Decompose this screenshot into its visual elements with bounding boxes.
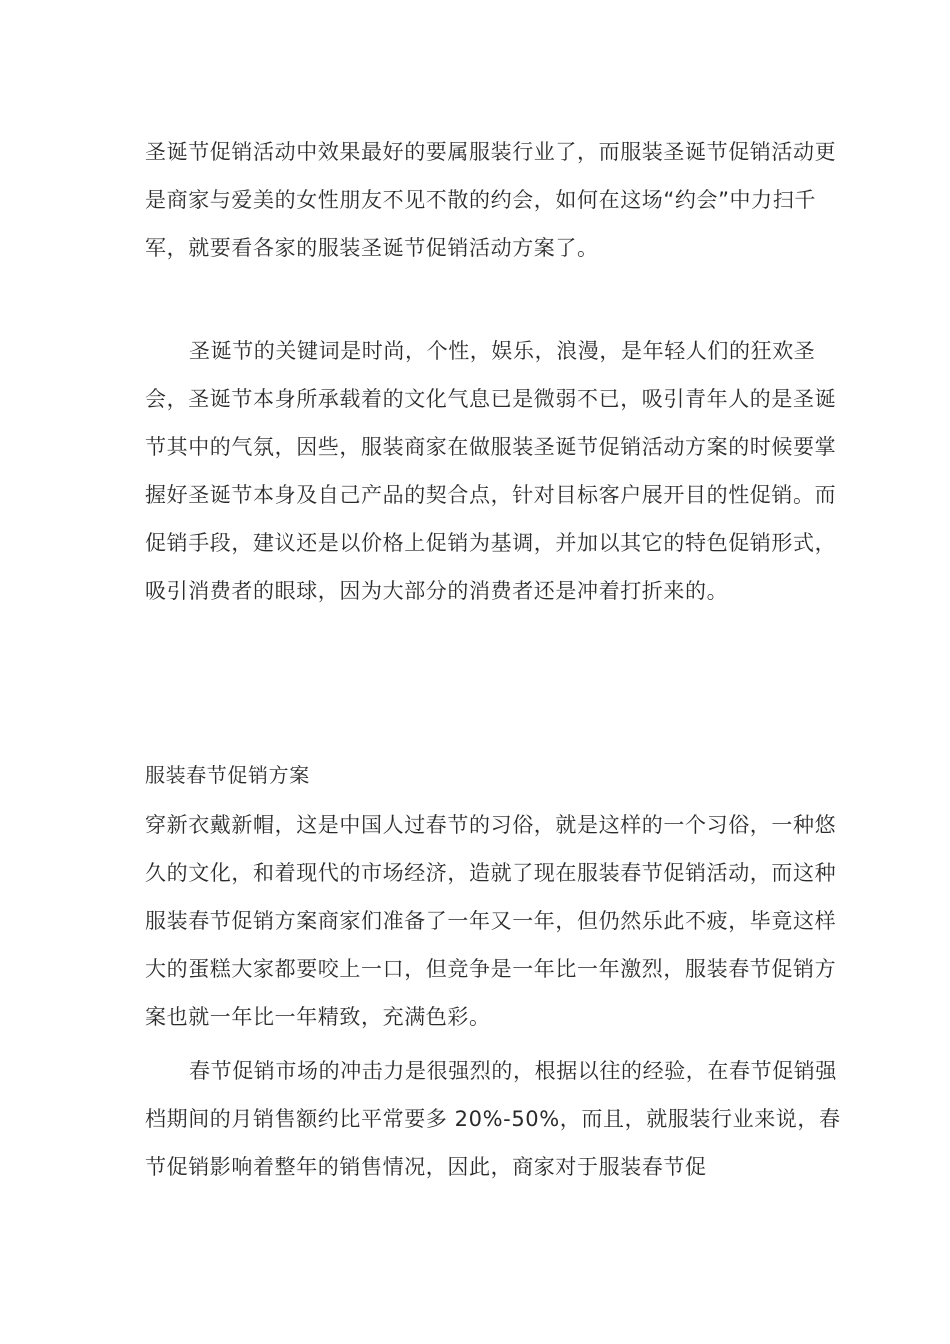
spring-festival-paragraph-2: 春节促销市场的冲击力是很强烈的，根据以往的经验，在春节促销强档期间的月销售额约比平常要多 20%-50%，而且，就服装行业来说，春节促销影响着整年的销售情况，因此，商家对于服装春节促 — [145, 1059, 841, 1179]
intro-paragraph: 圣诞节促销活动中效果最好的要属服装行业了，而服装圣诞节促销活动更是商家与爱美的女性朋友不见不散的约会，如何在这场“约会”中力扫千军，就要看各家的服装圣诞节促销活动方案了。 — [145, 140, 837, 260]
keywords-paragraph: 圣诞节的关键词是时尚，个性，娱乐，浪漫，是年轻人们的狂欢圣会，圣诞节本身所承载着的文化气息已是微弱不已，吸引青年人的是圣诞节其中的气氛，因些，服装商家在做服装圣诞节促销活动方案的时候要掌握好圣诞节本身及自己产品的契合点，针对目标客户展开目的性促销。而促销手段，建议还是以价格上促销为基调，并加以其它的特色促销形式，吸引消费者的眼球，因为大部分的消费者还是冲着打折来的。 — [145, 339, 837, 603]
spring-festival-paragraph-1: 穿新衣戴新帽，这是中国人过春节的习俗，就是这样的一个习俗，一种悠久的文化，和着现代的市场经济，造就了现在服装春节促销活动，而这种服装春节促销方案商家们准备了一年又一年，但仍然乐此不疲，毕竟这样大的蛋糕大家都要咬上一口，但竞争是一年比一年激烈，服装春节促销方案也就一年比一年精致，充满色彩。 — [145, 813, 837, 1029]
section-heading: 服装春节促销方案 — [145, 763, 310, 787]
